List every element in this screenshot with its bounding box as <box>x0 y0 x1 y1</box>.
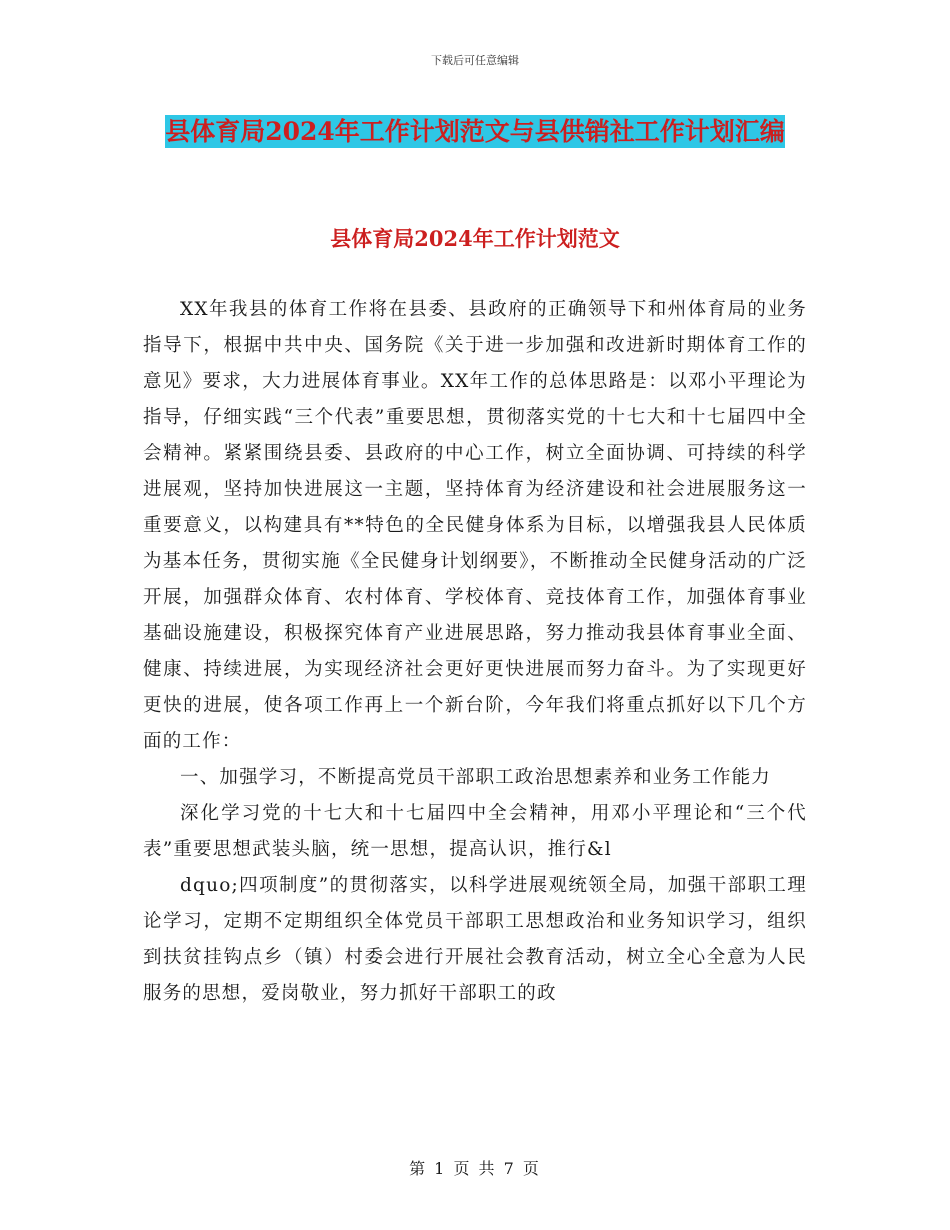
section-title: 县体育局2024年工作计划范文 <box>330 226 620 251</box>
paragraph: XX年我县的体育工作将在县委、县政府的正确领导下和州体育局的业务指导下，根据中共中央、国务院《关于进一步加强和改进新时期体育工作的意见》要求，大力进展体育事业。XX年工作的总体思路是：以邓小平理论为指导，仔细实践“三个代表”重要思想，贯彻落实党的十七大和十七届四中全会精神。紧紧围绕县委、县政府的中心工作，树立全面协调、可持续的科学进展观，坚持加快进展这一主题，坚持体育为经济建设和社会进展服务这一重要意义，以构建具有**特色的全民健身体系为目标，以增强我县人民体质为基本任务，贯彻实施《全民健身计划纲要》，不断推动全民健身活动的广泛开展，加强群众体育、农村体育、学校体育、竞技体育工作，加强体育事业基础设施建设，积极探究体育产业进展思路，努力推动我县体育事业全面、健康、持续进展，为实现经济社会更好更快进展而努力奋斗。为了实现更好更快的进展，使各项工作再上一个新台阶，今年我们将重点抓好以下几个方面的工作： <box>143 299 807 752</box>
page-footer: 第 1 页 共 7 页 <box>409 1159 541 1178</box>
document-body <box>143 292 807 1012</box>
document-title <box>140 112 810 152</box>
paragraph: dquo;四项制度”的贯彻落实，以科学进展观统领全局，加强干部职工理论学习，定期不定期组织全体党员干部职工思想政治和业务知识学习，组织到扶贫挂钩点乡（镇）村委会进行开展社会教育活动，树立全心全意为人民服务的思想，爱岗敬业，努力抓好干部职工的政 <box>143 875 807 1004</box>
paragraph-heading: 一、加强学习，不断提高党员干部职工政治思想素养和业务工作能力 <box>180 767 772 788</box>
document-title-text: 县体育局2024年工作计划范文与县供销社工作计划汇编 <box>165 117 785 146</box>
paragraph: 深化学习党的十七大和十七届四中全会精神，用邓小平理论和“三个代表”重要思想武装头脑，统一思想，提高认识，推行&l <box>143 803 807 860</box>
page-header-note: 下载后可任意编辑 <box>431 54 519 67</box>
